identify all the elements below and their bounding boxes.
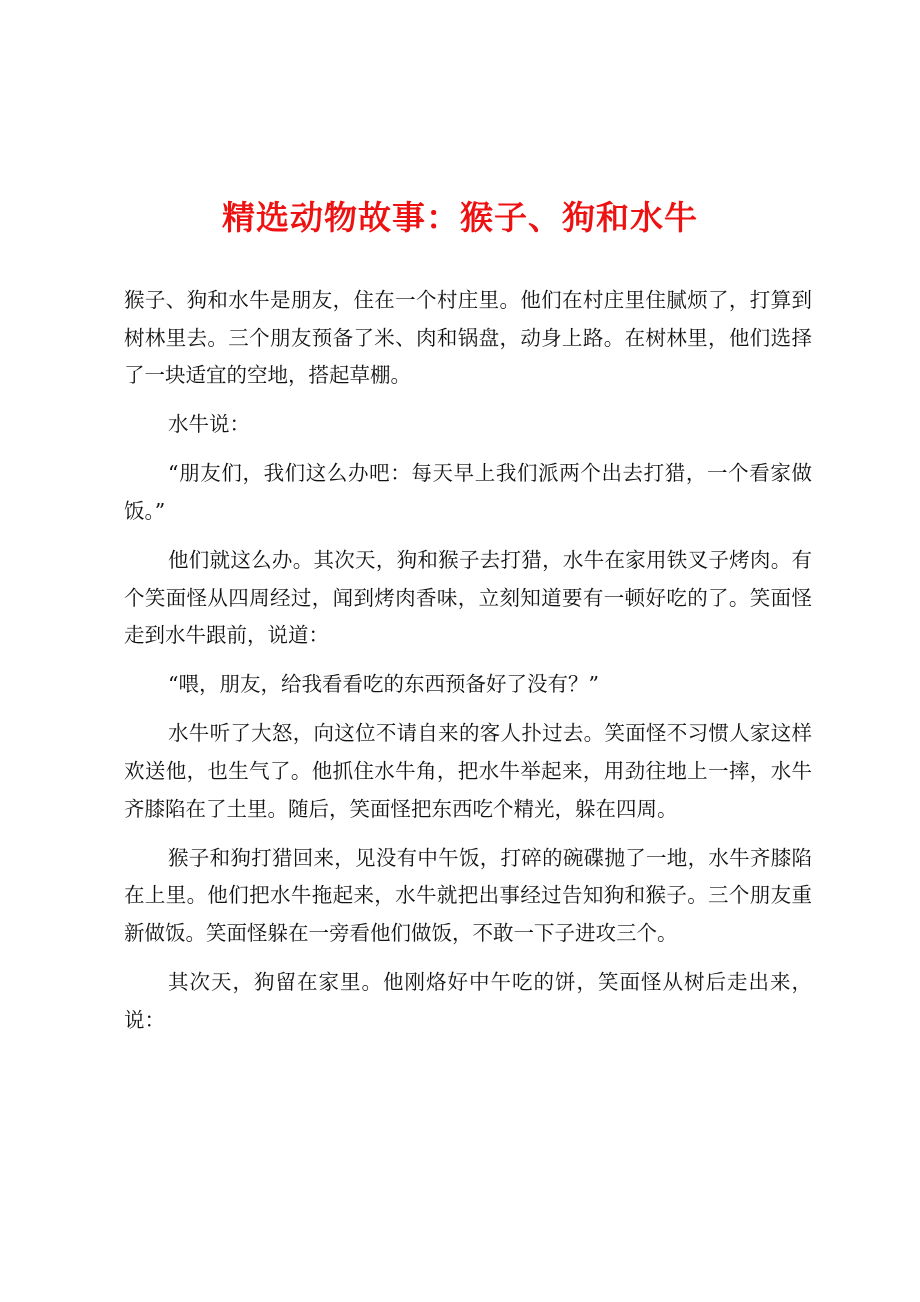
paragraph-2: 水牛说： — [168, 412, 250, 437]
paragraph-3: “朋友们，我们这么办吧：每天早上我们派两个出去打猎，一个看家做饭。” — [124, 461, 812, 523]
paragraph-5: “喂，朋友，给我看看吃的东西预备好了没有？” — [168, 672, 599, 697]
paragraph-1: 猴子、狗和水牛是朋友，住在一个村庄里。他们在村庄里住腻烦了，打算到树林里去。三个朋友预备了米、肉和锅盘，动身上路。在树林里，他们选择了一块适宜的空地，搭起草棚。 — [124, 288, 812, 388]
paragraph-8: 其次天，狗留在家里。他刚烙好中午吃的饼，笑面怪从树后走出来，说： — [124, 970, 812, 1032]
paragraph-6: 水牛听了大怒，向这位不请自来的客人扑过去。笑面怪不习惯人家这样欢送他，也生气了。他抓住水牛角，把水牛举起来，用劲往地上一摔，水牛齐膝陷在了土里。随后，笑面怪把东西吃个精光，躲在四周。 — [124, 721, 812, 821]
document-body — [124, 282, 812, 1051]
document-title: 精选动物故事：猴子、狗和水牛 — [222, 198, 698, 237]
paragraph-4: 他们就这么办。其次天，狗和猴子去打猎，水牛在家用铁叉子烤肉。有个笑面怪从四周经过，闻到烤肉香味，立刻知道要有一顿好吃的了。笑面怪走到水牛跟前，说道： — [124, 548, 812, 648]
paragraph-7: 猴子和狗打猎回来，见没有中午饭，打碎的碗碟抛了一地，水牛齐膝陷在上里。他们把水牛拖起来，水牛就把出事经过告知狗和猴子。三个朋友重新做饭。笑面怪躲在一旁看他们做饭，不敢一下子进攻三个。 — [124, 845, 812, 945]
